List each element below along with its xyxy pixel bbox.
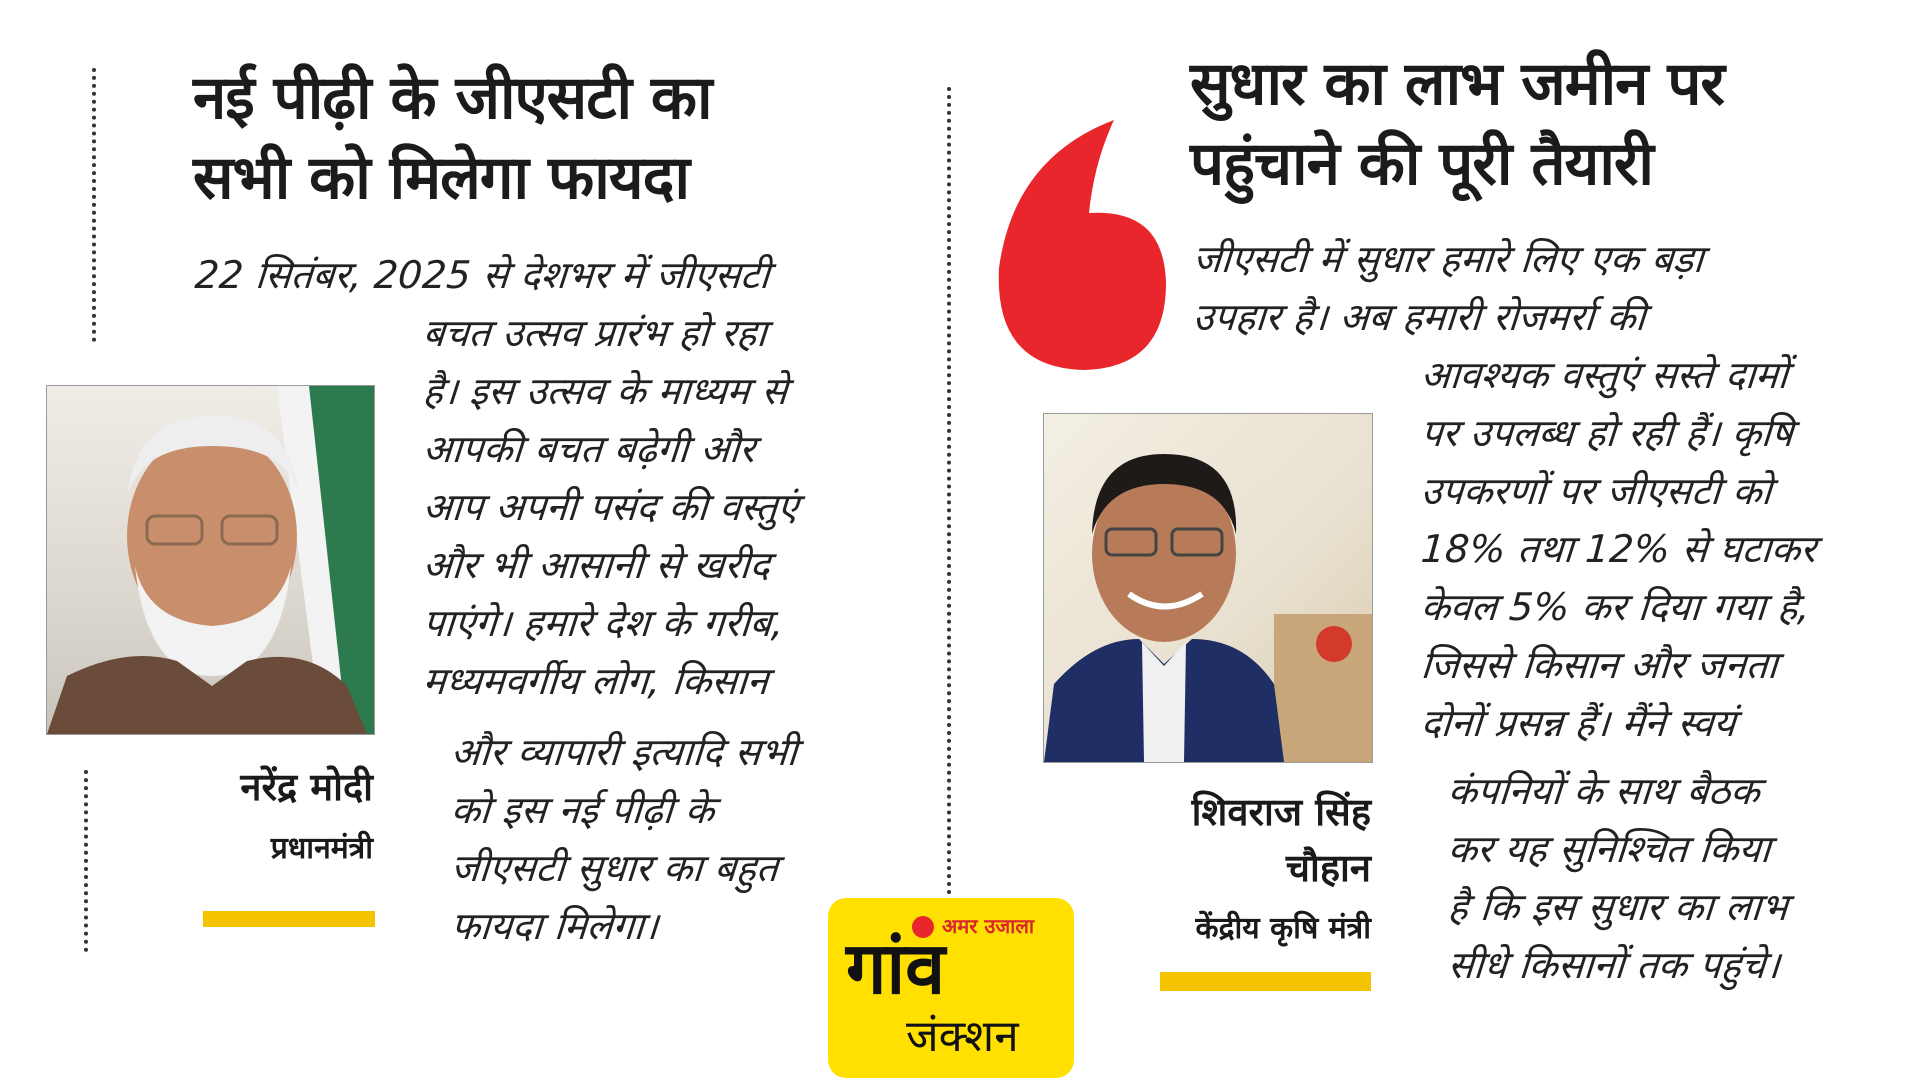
body-line: उपहार है। अब हमारी रोजमर्रा की bbox=[1191, 295, 1648, 339]
gaon-junction-logo bbox=[828, 898, 1074, 1078]
left-dotted-rule-bottom bbox=[84, 770, 88, 952]
body-line: 22 सितंबर, 2025 से देशभर में जीएसटी bbox=[193, 253, 772, 297]
body-line: और भी आसानी से खरीद bbox=[421, 543, 772, 587]
left-headline-line: सभी को मिलेगा फायदा bbox=[193, 143, 689, 213]
body-line: पर उपलब्ध हो रही हैं। कृषि bbox=[1419, 411, 1795, 455]
body-line: जिससे किसान और जनता bbox=[1419, 643, 1780, 687]
body-line: है। इस उत्सव के माध्यम से bbox=[421, 369, 789, 413]
body-line: आप अपनी पसंद की वस्तुएं bbox=[421, 485, 800, 529]
logo-line1: गांव bbox=[846, 926, 946, 1010]
quote-mark-icon bbox=[994, 118, 1168, 373]
left-person-designation: प्रधानमंत्री bbox=[270, 831, 373, 866]
body-line: बचत उत्सव प्रारंभ हो रहा bbox=[421, 311, 769, 355]
center-dotted-divider bbox=[947, 87, 951, 895]
body-line: दोनों प्रसन्न हैं। मैंने स्वयं bbox=[1419, 701, 1738, 745]
body-line: मध्यमवर्गीय लोग, किसान bbox=[421, 659, 770, 703]
right-person-name-line: शिवराज सिंह bbox=[1191, 790, 1371, 834]
right-headline bbox=[1190, 44, 1724, 204]
left-person-name: नरेंद्र मोदी bbox=[240, 765, 373, 809]
body-line: को इस नई पीढ़ी के bbox=[449, 788, 716, 832]
left-headline-line: नई पीढ़ी के जीएसटी का bbox=[193, 63, 712, 133]
body-line: जीएसटी सुधार का बहुत bbox=[449, 846, 780, 890]
body-line: उपकरणों पर जीएसटी को bbox=[1419, 469, 1774, 513]
right-yellow-accent-bar bbox=[1160, 972, 1371, 991]
narendra-modi-photo bbox=[46, 385, 375, 735]
left-dotted-rule-top bbox=[92, 68, 96, 342]
body-line: पाएंगे। हमारे देश के गरीब, bbox=[421, 601, 786, 645]
logo-brand: अमर उजाला bbox=[942, 914, 1035, 938]
right-person-designation: केंद्रीय कृषि मंत्री bbox=[1195, 911, 1371, 946]
body-line: कंपनियों के साथ बैठक bbox=[1446, 769, 1762, 813]
left-yellow-accent-bar bbox=[203, 911, 375, 927]
body-line: है कि इस सुधार का लाभ bbox=[1446, 885, 1790, 929]
logo-line2: जंक्शन bbox=[906, 1011, 1019, 1062]
right-person-name-line: चौहान bbox=[1285, 846, 1371, 890]
body-line: आवश्यक वस्तुएं सस्ते दामों bbox=[1419, 353, 1790, 397]
body-line: कर यह सुनिश्चित किया bbox=[1446, 827, 1773, 871]
body-line: सीधे किसानों तक पहुंचे। bbox=[1446, 943, 1782, 987]
body-line: और व्यापारी इत्यादि सभी bbox=[449, 730, 799, 774]
left-headline bbox=[193, 58, 712, 218]
right-headline-line: सुधार का लाभ जमीन पर bbox=[1190, 49, 1724, 119]
right-headline-line: पहुंचाने की पूरी तैयारी bbox=[1190, 129, 1653, 199]
right-person-name bbox=[1192, 784, 1371, 896]
shivraj-singh-chouhan-photo bbox=[1043, 413, 1373, 763]
body-line: 18% तथा 12% से घटाकर bbox=[1419, 527, 1818, 571]
body-line: फायदा मिलेगा। bbox=[449, 904, 660, 948]
body-line: आपकी बचत बढ़ेगी और bbox=[421, 427, 757, 471]
body-line: केवल 5% कर दिया गया है, bbox=[1419, 585, 1812, 629]
body-line: जीएसटी में सुधार हमारे लिए एक बड़ा bbox=[1191, 237, 1705, 281]
